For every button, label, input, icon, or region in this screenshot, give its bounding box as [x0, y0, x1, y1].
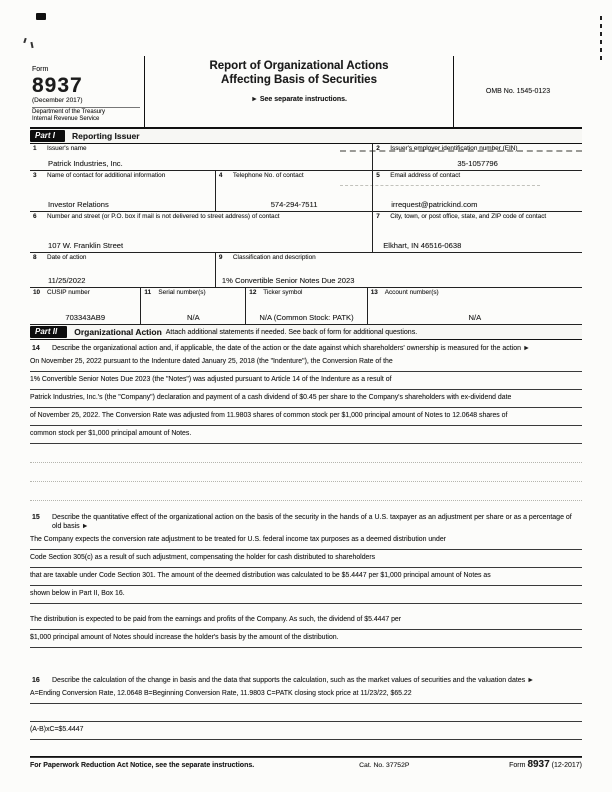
item-label: Describe the calculation of the change in basis and the data that supports the calculation, such as the market values of securities and the valuation dates ► — [52, 677, 535, 684]
blank-ruled-line — [30, 704, 582, 722]
field-label: Ticker symbol — [263, 289, 303, 296]
footer-form-id — [509, 759, 582, 770]
answer-line: shown below in Part II, Box 16. — [30, 586, 582, 604]
answer-line: common stock per $1,000 principal amount of Notes. — [30, 426, 582, 444]
part1-tag: Part I — [30, 130, 65, 142]
field-label: Email address of contact — [390, 172, 461, 179]
item-number: 15 — [32, 514, 40, 521]
field-label: Issuer's name — [47, 145, 87, 152]
field-number: 13 — [370, 289, 378, 296]
field-number: 7 — [376, 213, 380, 220]
account-numbers-value: N/A — [468, 313, 482, 322]
form-word: Form — [32, 66, 49, 73]
answer-line: Code Section 305(c) as a result of such adjustment, compensating the holder for cash distributed to shareholders — [30, 550, 582, 568]
part2-bar — [30, 325, 582, 340]
part1-heading: Reporting Issuer — [72, 131, 140, 141]
part2-heading: Organizational Action — [74, 327, 162, 337]
part2-note: Attach additional statements if needed. See back of form for additional questions. — [165, 328, 418, 336]
field-ticker — [245, 288, 366, 324]
handwritten-marks-artifact — [22, 36, 36, 52]
row-contact — [30, 171, 582, 212]
omb-box — [453, 56, 582, 127]
field-number: 6 — [33, 213, 37, 220]
answer-line: of November 25, 2022. The Conversion Rate was adjusted from 11.9803 shares of common stock per $1,000 principal amount of Notes to 12.0648 shares of — [30, 408, 582, 426]
item-15 — [30, 511, 582, 648]
footer-form-word: Form — [509, 762, 526, 769]
field-label: Name of contact for additional information — [47, 172, 166, 179]
field-contact-name — [30, 171, 215, 211]
ticker-value: N/A (Common Stock: PATK) — [259, 313, 354, 322]
field-cusip — [30, 288, 140, 324]
street-value: 107 W. Franklin Street — [48, 241, 124, 250]
field-account-numbers — [367, 288, 582, 324]
form-header — [30, 56, 582, 129]
department-line — [32, 107, 140, 123]
agency: Internal Revenue Service — [32, 116, 100, 122]
serial-numbers-value: N/A — [186, 313, 200, 322]
department: Department of the Treasury — [32, 109, 106, 115]
form-number-block — [30, 56, 145, 127]
field-label: Serial number(s) — [158, 289, 206, 296]
field-number: 5 — [376, 172, 380, 179]
item-14 — [30, 342, 582, 501]
field-label: City, town, or post office, state, and ZIP code of contact — [390, 213, 547, 220]
row-identifiers — [30, 288, 582, 325]
spacer — [30, 604, 582, 612]
answer-line: The Company expects the conversion rate adjustment to be treated for U.S. federal income tax purposes as a deemed distribution under — [30, 532, 582, 550]
field-number: 4 — [218, 172, 223, 179]
answer-line: that are taxable under Code Section 301. The amount of the deemed distribution was calculated to be $5.4447 per $1,000 principal amount of Notes as — [30, 568, 582, 586]
field-contact-phone — [215, 171, 372, 211]
contact-name-value: Investor Relations — [48, 200, 109, 209]
field-serial-numbers — [140, 288, 245, 324]
blank-ruled-line — [30, 463, 582, 482]
field-number: 1 — [33, 145, 37, 152]
footer-form-revision: (12-2017) — [551, 762, 582, 769]
see-instructions-note: ► See separate instructions. — [250, 96, 348, 103]
answer-line: $1,000 principal amount of Notes should increase the holder's basis by the amount of the distribution. — [30, 630, 582, 648]
field-ein — [372, 144, 582, 170]
form-footer — [30, 756, 582, 770]
answer-line: The distribution is expected to be paid from the earnings and profits of the Company. As such, the dividend of $5.4447 per — [30, 612, 582, 630]
catalog-number: Cat. No. 37752P — [359, 762, 410, 769]
edge-dashes-artifact — [600, 16, 603, 68]
form-title-line2: Affecting Basis of Securities — [221, 73, 377, 86]
field-label: CUSIP number — [47, 289, 90, 296]
ein-value: 35-1057796 — [457, 159, 498, 168]
form-title-block — [145, 56, 453, 127]
form-number: 8937 — [32, 74, 83, 97]
city-state-zip-value: Elkhart, IN 46516-0638 — [383, 241, 462, 250]
footer-form-number: 8937 — [527, 759, 550, 770]
cusip-value: 703343AB9 — [65, 313, 106, 322]
form-title-line1: Report of Organizational Actions — [209, 60, 389, 72]
field-number: 10 — [33, 289, 41, 296]
field-classification — [215, 253, 582, 287]
blank-ruled-line — [30, 482, 582, 501]
item-number: 16 — [32, 677, 40, 684]
blank-ruled-line — [30, 444, 582, 463]
contact-email-value: irrequest@patrickind.com — [391, 200, 478, 209]
contact-phone-value: 574-294-7511 — [270, 200, 318, 209]
field-label: Issuer's employer identification number (EIN) — [390, 145, 518, 152]
answer-line: 1% Convertible Senior Notes Due 2023 (the "Notes") was adjusted pursuant to Article 14 of the Indenture as a result of — [30, 372, 582, 390]
field-city-state-zip — [372, 212, 582, 252]
field-date-of-action — [30, 253, 215, 287]
classification-value: 1% Convertible Senior Notes Due 2023 — [221, 276, 355, 285]
item-16 — [30, 674, 582, 758]
answer-line: On November 25, 2022 pursuant to the Indenture dated January 25, 2018 (the "Indenture"), the Conversion Rate of the — [30, 354, 582, 372]
paperwork-notice: For Paperwork Reduction Act Notice, see the separate instructions. — [30, 762, 255, 769]
item-label: Describe the organizational action and, if applicable, the date of the action or the date against which shareholders' ownership is measured for the action ► — [52, 345, 530, 352]
item-label: Describe the quantitative effect of the organizational action on the basis of the security in the hands of a U.S. taxpayer as an adjustment per share or as a percentage of old basis ► — [52, 514, 572, 530]
omb-number: OMB No. 1545-0123 — [485, 88, 551, 95]
scan-blob-artifact — [36, 13, 46, 20]
answer-line: A=Ending Conversion Rate, 12.0648 B=Beginning Conversion Rate, 11.9803 C=PATK closing stock price at 11/23/22, $65.22 — [30, 686, 582, 704]
row-action — [30, 253, 582, 288]
part1-bar — [30, 129, 582, 144]
field-contact-email — [372, 171, 582, 211]
field-label: Classification and description — [232, 254, 316, 261]
row-address — [30, 212, 582, 253]
item-number: 14 — [32, 345, 40, 352]
field-number: 3 — [33, 172, 37, 179]
row-issuer — [30, 144, 582, 171]
issuer-name-value: Patrick Industries, Inc. — [48, 159, 123, 168]
field-label: Date of action — [47, 254, 87, 261]
field-number: 12 — [249, 289, 257, 296]
field-number: 9 — [218, 254, 223, 261]
field-label: Number and street (or P.O. box if mail is not delivered to street address) of contact — [47, 213, 280, 220]
field-label: Telephone No. of contact — [232, 172, 304, 179]
form-revision: (December 2017) — [32, 97, 83, 104]
field-label: Account number(s) — [384, 289, 439, 296]
field-street — [30, 212, 372, 252]
part2-tag: Part II — [30, 326, 67, 338]
answer-line: (A-B)xC=$5.4447 — [30, 722, 582, 740]
field-number: 2 — [376, 145, 380, 152]
field-issuer-name — [30, 144, 372, 170]
answer-line: Patrick Industries, Inc.'s (the "Company") declaration and payment of a cash dividend of $0.45 per share to the Company's shareholders with ex-dividend date — [30, 390, 582, 408]
field-number: 11 — [144, 289, 152, 296]
field-number: 8 — [33, 254, 37, 261]
date-of-action-value: 11/25/2022 — [48, 276, 86, 285]
